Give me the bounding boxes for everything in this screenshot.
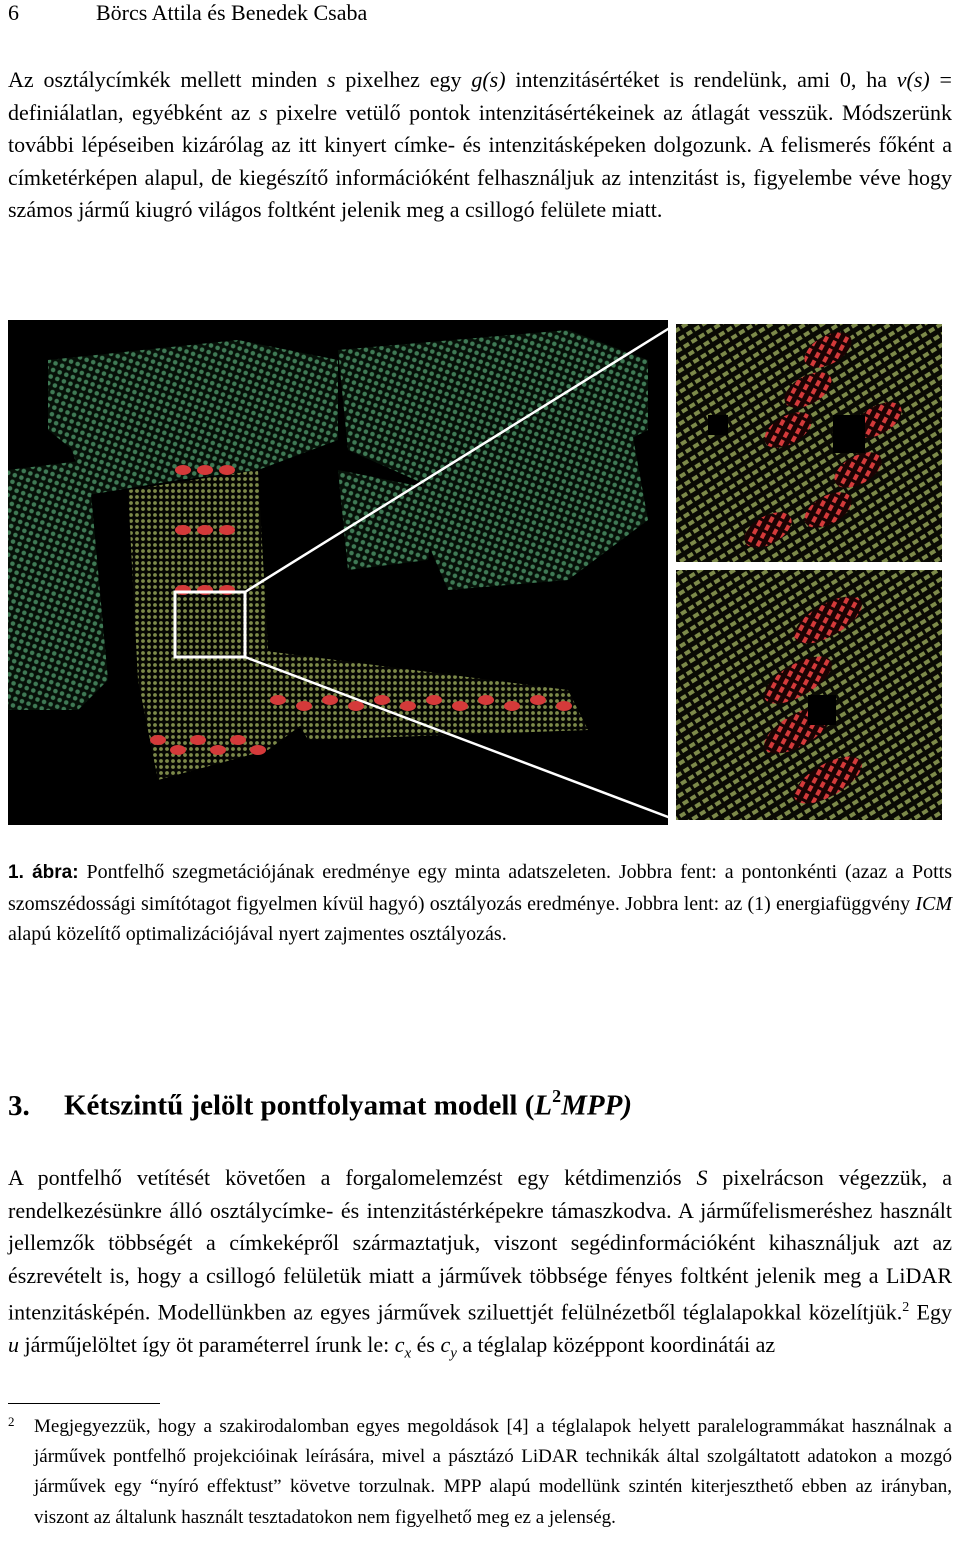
- vehicle-blob: [556, 701, 572, 711]
- math-var-S: S: [696, 1165, 708, 1190]
- page-header: [8, 0, 367, 26]
- math-var-u: u: [8, 1331, 19, 1357]
- text-run: a téglalap középpont koordinátái az: [456, 1331, 776, 1357]
- page-number: 6: [8, 0, 19, 25]
- vehicle-blob: [504, 701, 520, 711]
- vehicle-blob: [197, 525, 213, 535]
- text-run: pixelrácson végezzük, a rendelkezésünkre álló osztálycímke- és intenzitástérképekre támaszkodva. A járműfelismeréshez használt jellemzők többségét a címkeképről származtatjuk, viszont segédinformációként kihasználjuk azt az észrevételt is, hogy a csillogó felületük miatt a járművek többsége fényes foltként jelenik meg a LiDAR intenzitásképén. Modellünkben az egyes járművek sziluettjét felülnézetből téglalapokkal közelítjük.: [8, 1165, 952, 1325]
- vehicle-blob: [170, 745, 186, 755]
- vehicle-blob: [150, 735, 166, 745]
- section-title: Kétszintű jelölt pontfolyamat modell (: [64, 1089, 535, 1122]
- section-abbr: L: [534, 1089, 553, 1122]
- footnote-rule: [8, 1403, 160, 1404]
- figure-caption: [8, 857, 952, 950]
- math-sub-x: x: [404, 1345, 412, 1362]
- section-title-close: ): [622, 1089, 632, 1122]
- road-region: [168, 490, 248, 600]
- vehicle-blob: [348, 701, 364, 711]
- vehicle-blob: [219, 465, 235, 475]
- paragraph-intensity: [8, 64, 952, 227]
- text-run: = definiálatlan, egyébként az: [8, 67, 952, 125]
- vehicle-blob: [250, 745, 266, 755]
- vehicle-blob: [478, 695, 494, 705]
- inset-icm-classification: [676, 570, 942, 820]
- footnote-text: Megjegyezzük, hogy a szakirodalomban egyes megoldások [4] a téglalapok helyett paralelogrammákat használnak a járművek pontfelhő projekcióinak leírására, mivel a pásztázó LiDAR technikák által szolgáltatott adatokon a mozgó járművek egy “nyíró effektust” követve torzulnak. MPP alapú modellünk szintén kiterjeszthető ebben az irányban, viszont az általunk használt tesztadatokon nem figyelhető meg ez a jelenség.: [34, 1416, 952, 1528]
- math-sub-y: y: [450, 1345, 457, 1362]
- vehicle-blob: [400, 701, 416, 711]
- inset-pointwise-classification: [676, 324, 942, 562]
- footnote-reference[interactable]: 2: [902, 1300, 910, 1315]
- caption-label: 1. ábra:: [8, 862, 79, 883]
- text-run: Az osztálycímkék mellett minden: [8, 67, 328, 92]
- vehicle-blob: [197, 465, 213, 475]
- vehicle-blob: [452, 701, 468, 711]
- vehicle-blob: [296, 701, 312, 711]
- section-heading: [8, 1088, 632, 1123]
- math-var-c: c: [394, 1331, 405, 1357]
- section-abbr-sup: 2: [552, 1086, 562, 1106]
- vehicle-blob: [230, 735, 246, 745]
- figure-canvas: [8, 320, 948, 825]
- vehicle-blob: [322, 695, 338, 705]
- text-run: pixelre vetülő pontok intenzitásértékeinek az átlagát vesszük. Módszerünk további lépéseiben kizárólag az itt kinyert címke- és intenzitásképeken dolgozunk. A felismerés főként a címketérképen alapul, de kiegészítő információként felhasználjuk az intenzitást is, figyelembe véve hogy számos jármű kiugró világos foltként jelenik meg a csillogó felülete miatt.: [8, 99, 953, 222]
- text-run: járműjelöltet így öt paraméterrel írunk le:: [19, 1331, 395, 1357]
- text-run: és: [411, 1331, 441, 1357]
- text-run: A pontfelhő vetítését követően a forgalomelemzést egy kétdimenziós: [8, 1165, 697, 1190]
- text-run: Egy: [909, 1299, 952, 1325]
- vehicle-blob: [374, 695, 390, 705]
- vehicle-blob: [426, 695, 442, 705]
- text-run: intenzitásértéket is rendelünk, ami 0, ha: [505, 67, 897, 92]
- empty-region: [708, 415, 728, 435]
- text-run: pixelhez egy: [335, 67, 472, 92]
- vehicle-blob: [270, 695, 286, 705]
- math-var-s: s: [327, 67, 336, 92]
- math-var-s: s: [258, 99, 268, 125]
- paragraph-model: [8, 1162, 952, 1370]
- math-nu-of-s: ν(s): [896, 67, 930, 92]
- vehicle-blob: [190, 735, 206, 745]
- section-number: 3.: [8, 1089, 30, 1122]
- running-head-authors: Börcs Attila és Benedek Csaba: [96, 0, 368, 25]
- math-g-of-s: g(s): [471, 67, 506, 92]
- vehicle-blob: [530, 695, 546, 705]
- vehicle-blob: [219, 525, 235, 535]
- empty-region: [833, 415, 865, 453]
- footnote: [8, 1412, 952, 1533]
- section-abbr: MPP: [561, 1089, 623, 1122]
- caption-text: Pontfelhő szegmetációjának eredménye egy minta adatszeleten. Jobbra fent: a pontonkénti (azaz a Potts szomszédossági simítótagot figyelmen kívül hagyó) osztályozás eredménye. Jobbra lent: az (1) energiafüggvény: [8, 861, 952, 915]
- caption-text: alapú közelítő optimalizációjával nyert zajmentes osztályozás.: [8, 923, 507, 945]
- vehicle-blob: [175, 525, 191, 535]
- empty-region: [808, 695, 836, 725]
- segmentation-figure: [8, 320, 948, 825]
- footnote-number: 2: [8, 1414, 15, 1429]
- math-var-c: c: [440, 1331, 451, 1357]
- vehicle-blob: [175, 465, 191, 475]
- vehicle-blob: [210, 745, 226, 755]
- caption-icm: ICM: [915, 892, 952, 915]
